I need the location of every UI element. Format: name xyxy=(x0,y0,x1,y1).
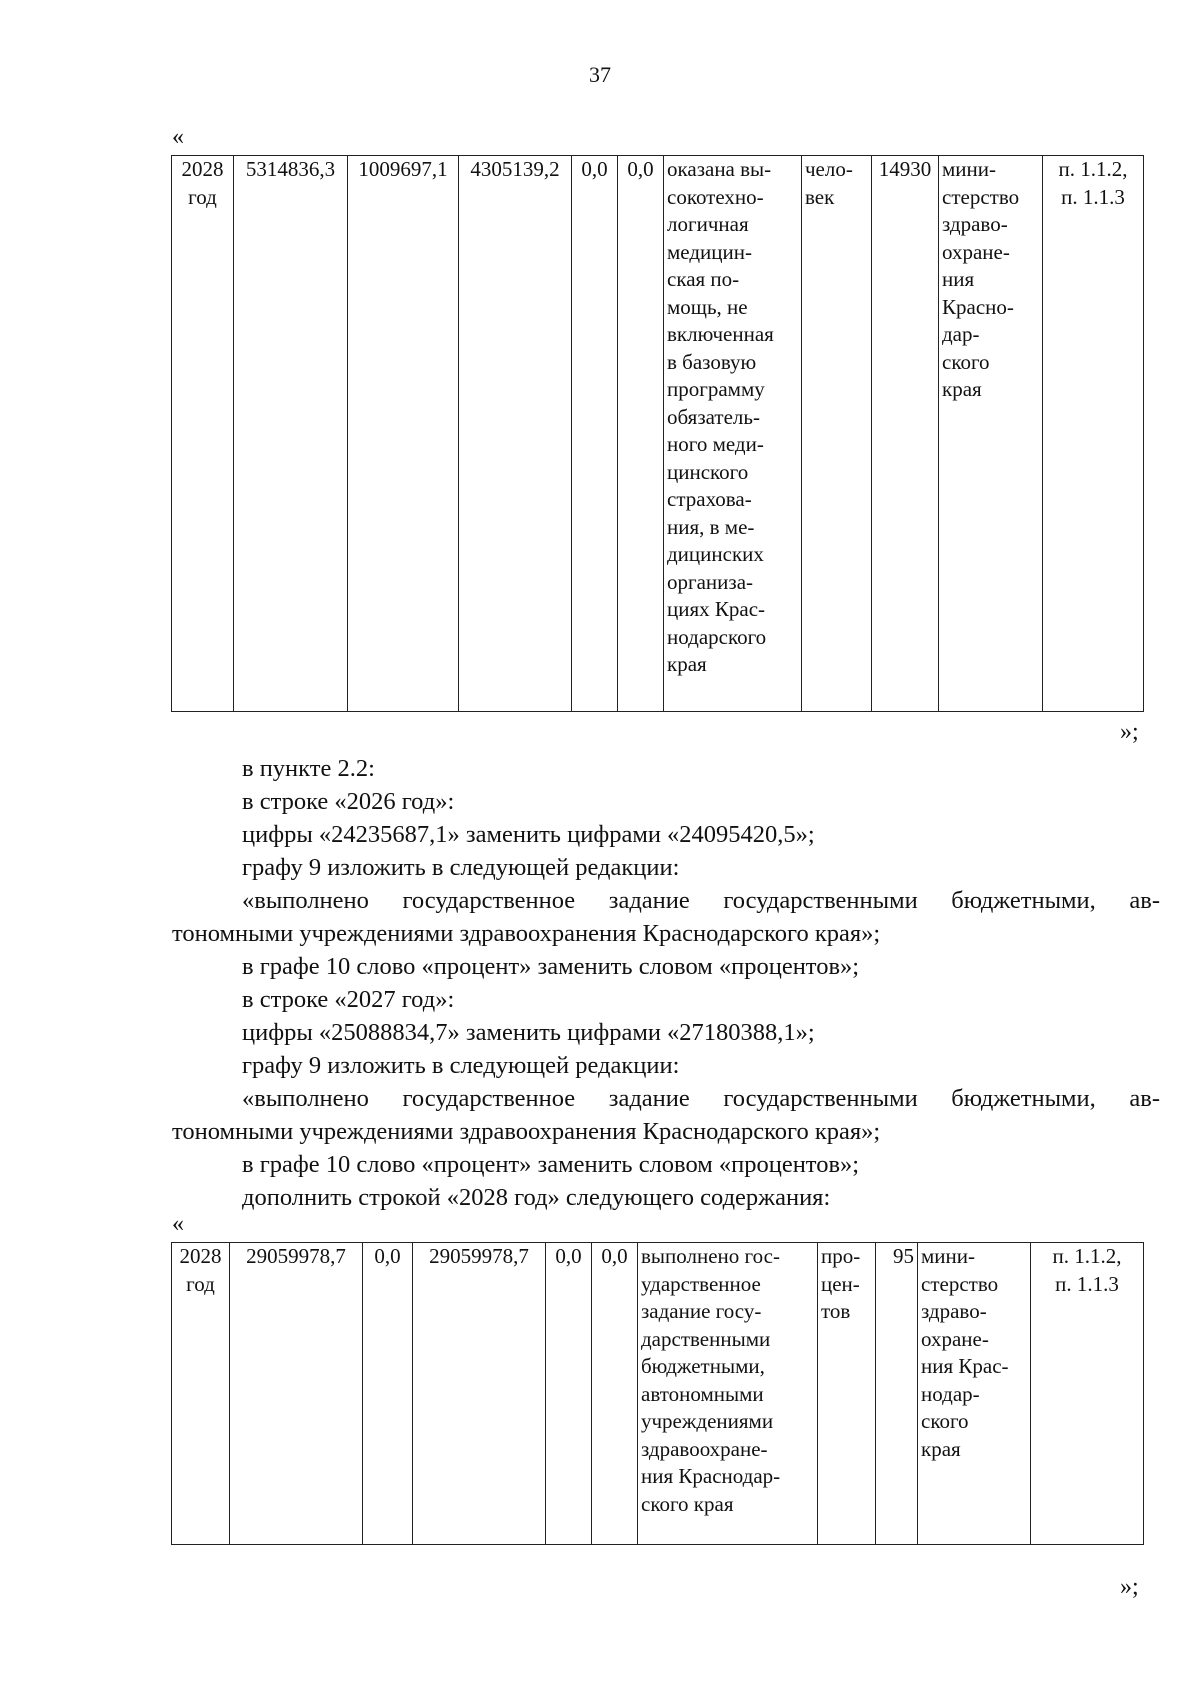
value-cell: 14930 xyxy=(872,156,939,712)
reference-cell: п. 1.1.2, п. 1.1.3 xyxy=(1043,156,1144,712)
close-quote: »; xyxy=(1120,1574,1139,1600)
other-sources-cell: 0,0 xyxy=(592,1243,638,1545)
instruction-line: в пункте 2.2: xyxy=(242,755,375,782)
instruction-line: в графе 10 слово «процент» заменить словом «процентов»; xyxy=(242,953,860,980)
instruction-line: графу 9 изложить в следующей редакции: xyxy=(242,854,680,881)
executor-cell: мини- стерство здраво- охране- ния Крас- нодар- ского края xyxy=(918,1243,1031,1545)
federal-budget-cell: 1009697,1 xyxy=(348,156,459,712)
executor-cell: мини- стерство здраво- охране- ния Красно- дар- ского края xyxy=(939,156,1043,712)
regional-budget-cell: 4305139,2 xyxy=(459,156,572,712)
instruction-line: в строке «2026 год»: xyxy=(242,788,455,815)
total-cell: 5314836,3 xyxy=(234,156,348,712)
reference-cell: п. 1.1.2, п. 1.1.3 xyxy=(1031,1243,1144,1545)
close-quote: »; xyxy=(1120,719,1139,745)
instruction-line: в строке «2027 год»: xyxy=(242,986,455,1013)
regional-budget-cell: 29059978,7 xyxy=(413,1243,546,1545)
result-description-cell: выполнено гос- ударственное задание госу- дарственными бюджетными, автономными учреждениями здравоохране- ния Краснодар- ского края xyxy=(638,1243,818,1545)
instruction-line: тономными учреждениями здравоохранения Краснодарского края»; xyxy=(172,1118,881,1145)
instruction-line: «выполнено государственное задание государственными бюджетными, ав- xyxy=(242,1085,1160,1112)
unit-cell: чело- век xyxy=(802,156,872,712)
value-cell: 95 xyxy=(876,1243,918,1545)
instruction-line: дополнить строкой «2028 год» следующего содержания: xyxy=(242,1184,831,1211)
unit-cell: про- цен- тов xyxy=(818,1243,876,1545)
instruction-line: в графе 10 слово «процент» заменить словом «процентов»; xyxy=(242,1151,860,1178)
instruction-line: графу 9 изложить в следующей редакции: xyxy=(242,1052,680,1079)
instruction-line: цифры «24235687,1» заменить цифрами «24095420,5»; xyxy=(242,821,815,848)
year-cell: 2028 год xyxy=(172,156,234,712)
table-2028-high-tech-care xyxy=(171,155,1144,712)
other-sources-cell: 0,0 xyxy=(618,156,664,712)
table-row xyxy=(172,1243,1144,1545)
instruction-line: «выполнено государственное задание государственными бюджетными, ав- xyxy=(242,887,1160,914)
year-cell: 2028 год xyxy=(172,1243,230,1545)
total-cell: 29059978,7 xyxy=(230,1243,363,1545)
table-2028-state-task xyxy=(171,1242,1144,1545)
open-quote: « xyxy=(172,1211,184,1237)
instruction-line: цифры «25088834,7» заменить цифрами «27180388,1»; xyxy=(242,1019,815,1046)
table-row xyxy=(172,156,1144,712)
instruction-line: тономными учреждениями здравоохранения Краснодарского края»; xyxy=(172,920,881,947)
local-budget-cell: 0,0 xyxy=(572,156,618,712)
federal-budget-cell: 0,0 xyxy=(363,1243,413,1545)
open-quote: « xyxy=(172,124,184,150)
amendment-instructions xyxy=(172,752,1160,1214)
result-description-cell: оказана вы- сокотехно- логичная медицин- ская по- мощь, не включенная в базовую программу обязатель- ного меди- цинского страхова- ния, в ме- дицинских организа- циях Крас- нодарского края xyxy=(664,156,802,712)
local-budget-cell: 0,0 xyxy=(546,1243,592,1545)
page-number: 37 xyxy=(589,62,611,87)
